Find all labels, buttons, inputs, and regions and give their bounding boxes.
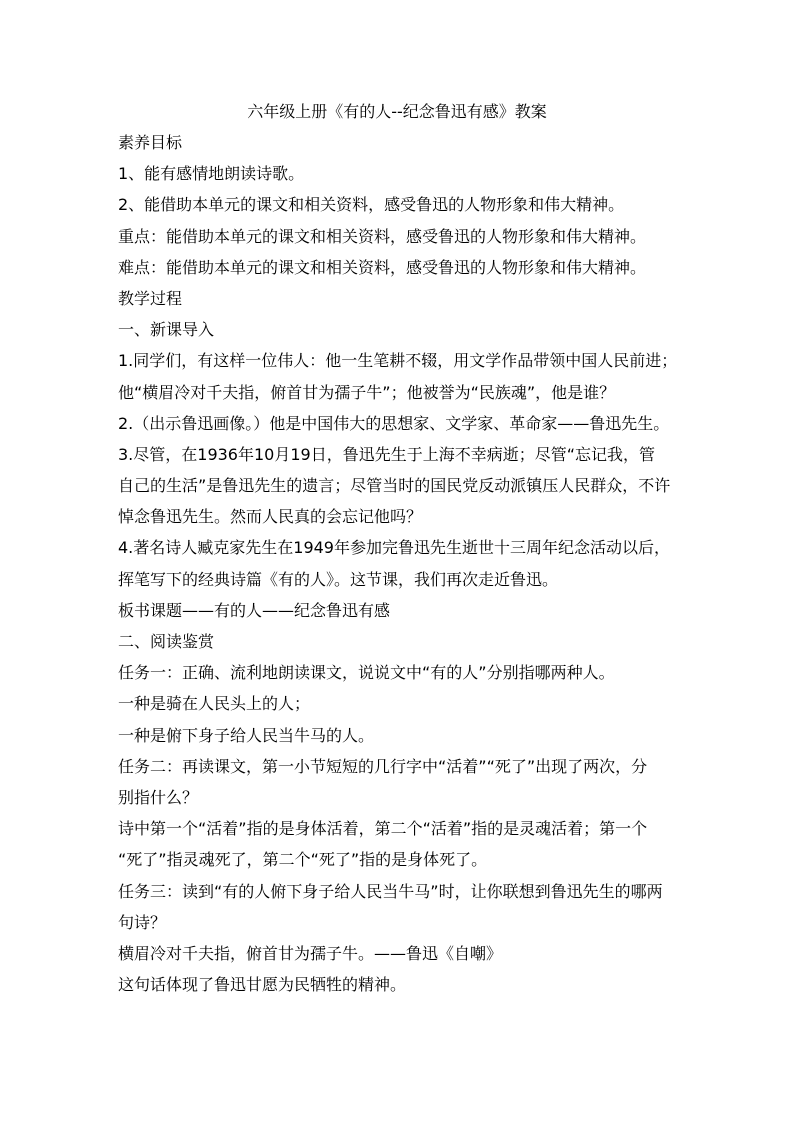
- document-line: 2.（出示鲁迅画像。）他是中国伟大的思想家、文学家、革命家——鲁迅先生。: [118, 413, 670, 433]
- document-line: 一、新课导入: [118, 320, 215, 340]
- document-body: [118, 127, 684, 1000]
- document-line: 难点：能借助本单元的课文和相关资料，感受鲁迅的人物形象和伟大精神。: [118, 257, 647, 277]
- document-line: 4.著名诗人臧克家先生在1949年参加完鲁迅先生逝世十三周年纪念活动以后，: [118, 538, 670, 558]
- document-line: 任务三：读到“有的人俯下身子给人民当牛马”时，让你联想到鲁迅先生的哪两: [118, 881, 663, 901]
- document-line: 悼念鲁迅先生。然而人民真的会忘记他吗？: [118, 507, 423, 527]
- document-line: 挥笔写下的经典诗篇《有的人》。这节课，我们再次走近鲁迅。: [118, 569, 559, 589]
- document-line: 教学过程: [118, 288, 183, 308]
- document-line: 一种是骑在人民头上的人；: [118, 694, 311, 714]
- document-line: 3.尽管，在1936年10月19日，鲁迅先生于上海不幸病逝；尽管“忘记我，管: [118, 444, 655, 464]
- document-line: 他“横眉冷对千夫指，俯首甘为孺子牛”；他被誉为“民族魂”，他是谁？: [118, 382, 616, 402]
- document-line: “死了”指灵魂死了，第二个“死了”指的是身体死了。: [118, 850, 488, 870]
- document-line: 横眉冷对千夫指，俯首甘为孺子牛。——鲁迅《自嘲》: [118, 943, 503, 963]
- document-line: 一种是俯下身子给人民当牛马的人。: [118, 725, 375, 745]
- document-line: 1、能有感情地朗读诗歌。: [118, 164, 305, 184]
- document-line: 2、能借助本单元的课文和相关资料，感受鲁迅的人物形象和伟大精神。: [118, 195, 625, 215]
- document-line: 任务二：再读课文，第一小节短短的几行字中“活着”“死了”出现了两次，分: [118, 756, 648, 776]
- document-line: 句诗？: [118, 912, 167, 932]
- document-line: 素养目标: [118, 133, 183, 152]
- document-title: 六年级上册《有的人--纪念鲁迅有感》教案: [247, 102, 547, 121]
- document-line: 这句话体现了鲁迅甘愿为民牺牲的精神。: [118, 975, 407, 995]
- document-line: 板书课题——有的人——纪念鲁迅有感: [118, 600, 391, 620]
- document-line: 别指什么？: [118, 787, 199, 807]
- document-line: 任务一：正确、流利地朗读课文，说说文中“有的人”分别指哪两种人。: [118, 663, 615, 683]
- document-line: 1.同学们，有这样一位伟人：他一生笔耕不辍，用文学作品带领中国人民前进；: [118, 351, 678, 371]
- document-line: 自己的生活”是鲁迅先生的遗言；尽管当时的国民党反动派镇压人民群众，不许: [118, 476, 671, 496]
- document-line: 重点：能借助本单元的课文和相关资料，感受鲁迅的人物形象和伟大精神。: [118, 226, 647, 246]
- document-line: 诗中第一个“活着”指的是身体活着，第二个“活着”指的是灵魂活着；第一个: [118, 819, 648, 839]
- document-line: 二、阅读鉴赏: [118, 632, 215, 651]
